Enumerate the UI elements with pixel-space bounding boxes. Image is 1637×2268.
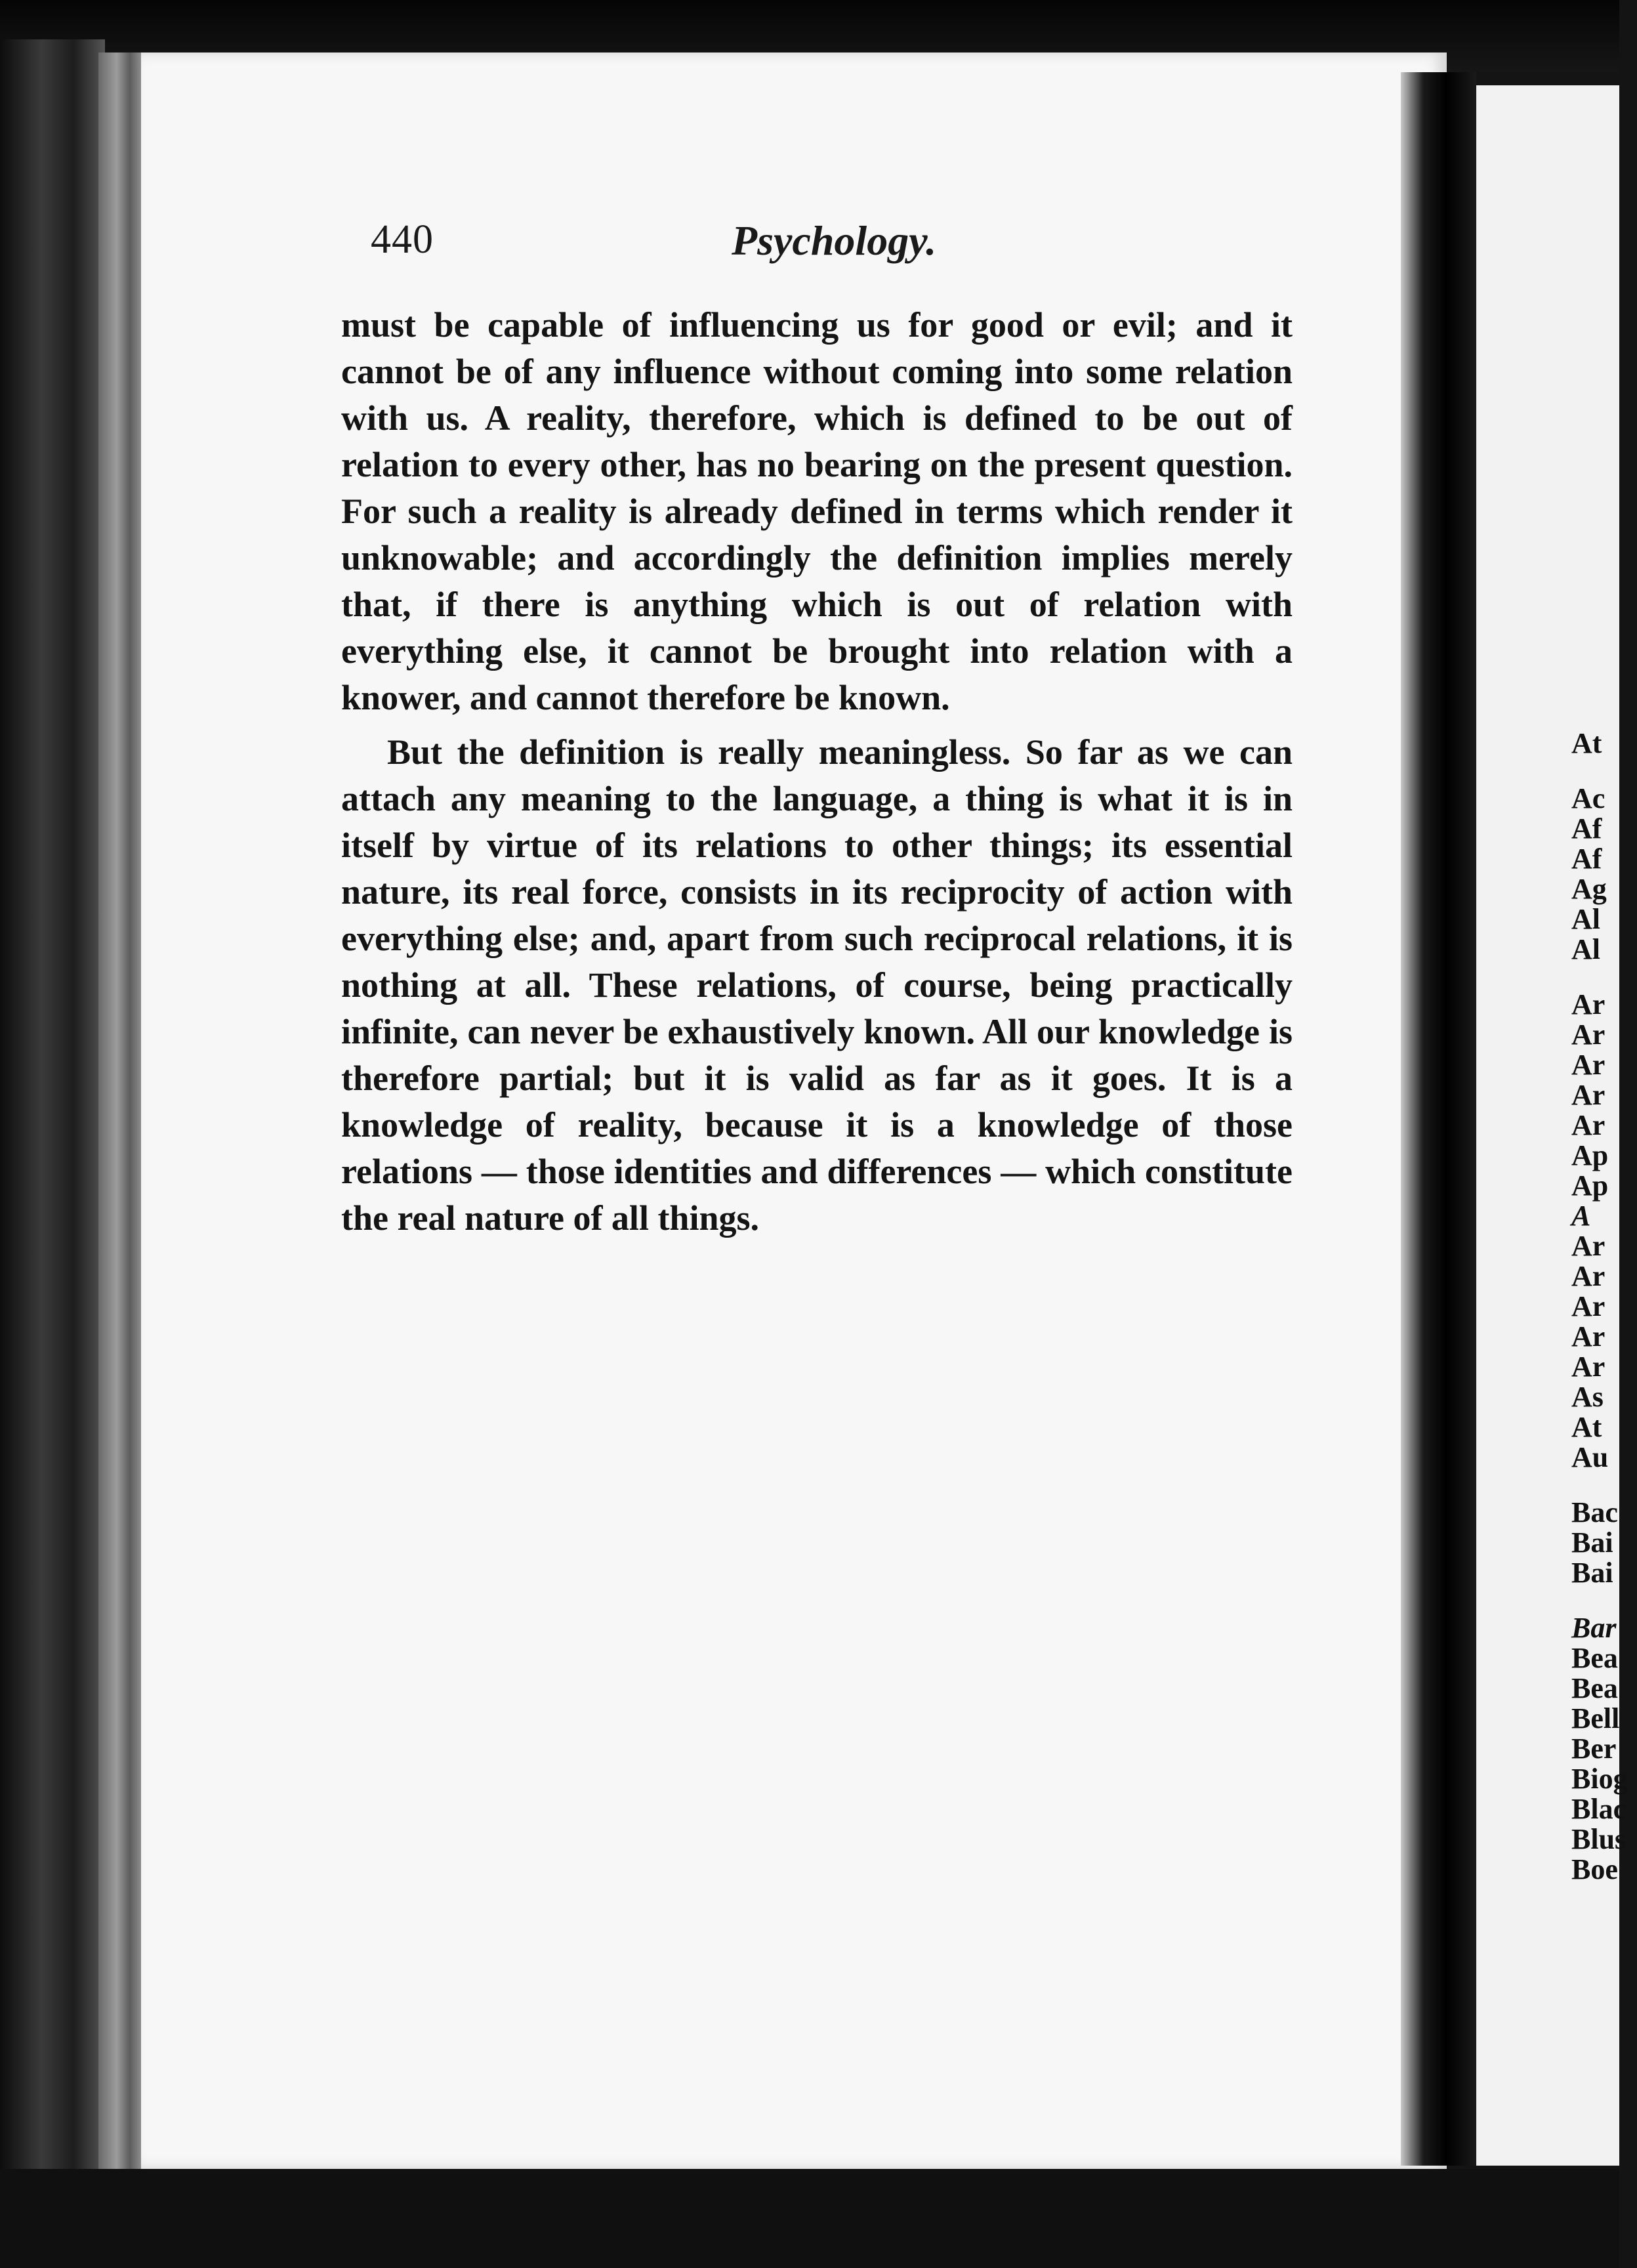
index-entry: Ar bbox=[1571, 1260, 1606, 1292]
index-entry: Af bbox=[1571, 812, 1602, 845]
page-number: 440 bbox=[371, 217, 434, 262]
index-entry: Ar bbox=[1571, 1049, 1606, 1081]
index-entry: Bai bbox=[1571, 1526, 1613, 1559]
index-entry: Ar bbox=[1571, 1320, 1606, 1353]
facing-page-index bbox=[1571, 728, 1637, 1885]
index-entry: Al bbox=[1571, 903, 1600, 935]
index-entry: Bell bbox=[1571, 1702, 1620, 1734]
index-entry: Blus bbox=[1571, 1823, 1627, 1855]
index-entry: Ar bbox=[1571, 1351, 1606, 1383]
index-entry: Ar bbox=[1571, 1018, 1606, 1051]
book-gutter bbox=[1401, 72, 1476, 2166]
index-entry: Bea bbox=[1571, 1642, 1618, 1674]
paragraph-1: must be capable of influencing us for good or evil; and it cannot be of any influence without coming into some relation with us. A reality, therefore, which is defined to be out of relation to every other, has no bearing on the present question. For such a reality is already defined in terms which render it unknowable; and accordingly the definition implies merely that, if there is anything which is out of relation with everything else, it cannot be brought into relation with a knower, and cannot therefore be known. bbox=[341, 305, 1293, 717]
index-entry: Ar bbox=[1571, 1290, 1606, 1322]
scan-bottom-shadow bbox=[0, 2169, 1619, 2268]
index-entry: Au bbox=[1571, 1441, 1609, 1473]
index-entry: Ar bbox=[1571, 1109, 1606, 1141]
index-entry: Ac bbox=[1571, 782, 1606, 814]
index-entry: Bar bbox=[1571, 1612, 1617, 1644]
index-entry: As bbox=[1571, 1381, 1604, 1413]
index-entry: Ar bbox=[1571, 1079, 1606, 1111]
index-entry: Boe bbox=[1571, 1853, 1618, 1885]
index-entry: Af bbox=[1571, 843, 1602, 875]
index-entry: Ar bbox=[1571, 988, 1606, 1020]
running-head bbox=[371, 217, 1302, 276]
index-entry: Ar bbox=[1571, 1230, 1606, 1262]
page-title: Psychology. bbox=[732, 217, 937, 264]
index-entry: Ber bbox=[1571, 1732, 1617, 1765]
index-entry: Ag bbox=[1571, 873, 1607, 905]
index-entry: A bbox=[1571, 1200, 1591, 1232]
index-entry: At bbox=[1571, 727, 1602, 759]
index-entry: Bac bbox=[1571, 1496, 1618, 1528]
index-entry: Ap bbox=[1571, 1169, 1609, 1202]
book-spine-edge bbox=[0, 39, 105, 2268]
index-entry: Al bbox=[1571, 933, 1600, 965]
index-entry: At bbox=[1571, 1411, 1602, 1443]
index-entry: Bai bbox=[1571, 1557, 1613, 1589]
body-text bbox=[341, 302, 1293, 1242]
index-entry: Bea bbox=[1571, 1672, 1618, 1704]
index-entry: Blac bbox=[1571, 1793, 1627, 1825]
paragraph-2: But the definition is really meaningless. So far as we can attach any meaning to the language, a thing is what it is in itself by virtue of its relations to other things; its essential nature, its real force, consists in its reciprocity of action with everything else; and, apart from such reciprocal relations, it is nothing at all. These relations, of course, being practically infinite, can never be exhaustively known. All our knowledge is therefore partial; but it is valid as far as it goes. It is a knowledge of reality, because it is a knowledge of those relations — those identities and differences — which constitute the real nature of all things. bbox=[341, 732, 1293, 1238]
index-entry: Biog bbox=[1571, 1763, 1628, 1795]
index-entry: Ap bbox=[1571, 1139, 1609, 1171]
